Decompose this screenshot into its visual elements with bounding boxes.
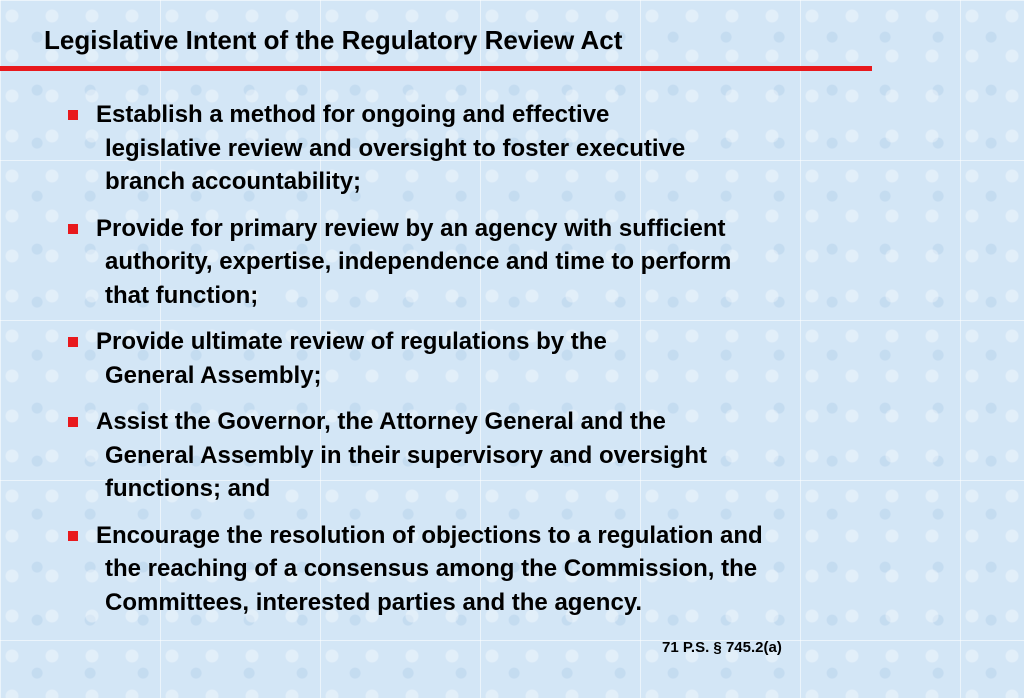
bullet-text-line: Establish a method for ongoing and effective bbox=[96, 101, 610, 128]
bullet-text-line: legislative review and oversight to foster executive bbox=[105, 134, 686, 162]
bullet-list bbox=[66, 98, 926, 632]
bullet-text-line: authority, expertise, independence and time to perform bbox=[105, 248, 732, 275]
bullet-text-line: branch accountability; bbox=[105, 168, 362, 195]
bullet-text-line: Assist the Governor, the Attorney General and the bbox=[96, 408, 666, 435]
red-square-icon bbox=[68, 417, 78, 427]
bullet-item bbox=[66, 405, 926, 506]
bullet-text-line: General Assembly in their supervisory and oversight bbox=[105, 441, 707, 469]
bullet-item bbox=[66, 519, 926, 620]
bullet-text-line: Committees, interested parties and the agency. bbox=[105, 588, 643, 616]
slide-title: Legislative Intent of the Regulatory Review Act bbox=[44, 25, 623, 55]
bullet-text-line: the reaching of a consensus among the Commission, the bbox=[105, 555, 758, 582]
citation: 71 P.S. § 745.2(a) bbox=[662, 639, 782, 656]
bullet-text-line: functions; and bbox=[105, 475, 271, 502]
bullet-text-line: General Assembly; bbox=[105, 361, 322, 389]
title-underline bbox=[0, 66, 872, 71]
red-square-icon bbox=[68, 531, 78, 541]
red-square-icon bbox=[68, 110, 78, 120]
bullet-item bbox=[66, 212, 926, 313]
red-square-icon bbox=[68, 224, 78, 234]
red-square-icon bbox=[68, 337, 78, 347]
bullet-text-line: Provide for primary review by an agency with sufficient bbox=[96, 214, 726, 242]
bullet-item bbox=[66, 98, 926, 199]
bullet-text-line: that function; bbox=[105, 281, 259, 309]
bullet-text-line: Encourage the resolution of objections to a regulation and bbox=[96, 521, 763, 549]
bullet-item bbox=[66, 325, 926, 392]
bullet-text-line: Provide ultimate review of regulations by the bbox=[96, 328, 607, 355]
